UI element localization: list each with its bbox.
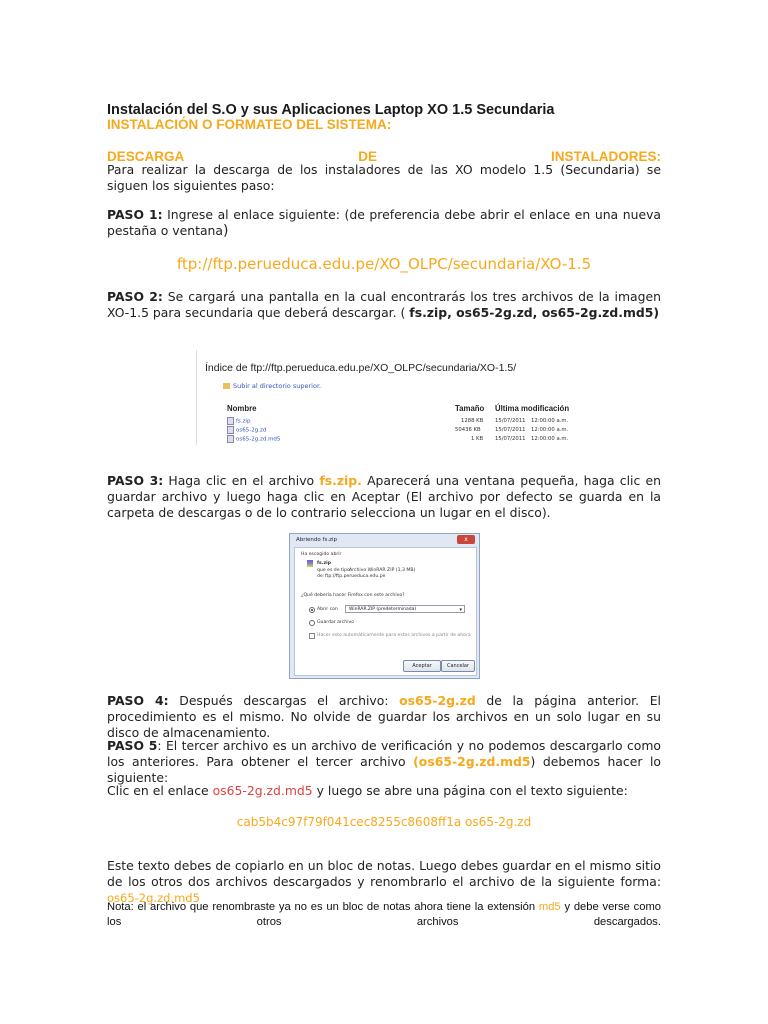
paso-2-text: Se cargará una pantalla en la cual encontrarás los tres archivos de la imagen XO-1.5 para secundaria que deberá descargar. ( xyxy=(107,289,661,320)
ftp-file-size: 1288 KB xyxy=(461,418,484,424)
file-icon xyxy=(227,426,234,434)
ftp-header-size: Tamaño xyxy=(455,404,485,413)
ftp-file-link[interactable] xyxy=(227,435,280,443)
ftp-file-size: 1 KB xyxy=(471,436,484,442)
file-icon xyxy=(227,435,234,443)
paso-4-paragraph xyxy=(107,693,661,741)
open-with-select[interactable]: WinRAR.ZIP (predeterminada) ▾ xyxy=(345,605,465,613)
paso-3-post: Aparecerá una ventana pequeña, haga clic en guardar archivo y luego haga clic en Aceptar (El archivo por defecto se guarda en la carpeta de descargas o de lo contrario selecciona un lugar en el disco). xyxy=(107,473,661,520)
paso-3-label: PASO 3: xyxy=(107,473,164,488)
ftp-link[interactable]: ftp://ftp.perueduca.edu.pe/XO_OLPC/secundaria/XO-1.5 xyxy=(176,255,592,273)
paso-3-file: fs.zip. xyxy=(319,473,362,488)
paso-5-post: ) debemos hacer lo siguiente: xyxy=(107,754,661,785)
ftp-listing-screenshot xyxy=(196,350,575,445)
dialog-body xyxy=(294,547,477,676)
zip-file-icon xyxy=(307,560,313,567)
ftp-up-link[interactable] xyxy=(223,382,321,390)
section-heading: INSTALACIÓN O FORMATEO DEL SISTEMA: xyxy=(107,117,392,132)
paso-4-pre: Después descargas el archivo: xyxy=(168,693,400,708)
ftp-file-name: os65-2g.zd xyxy=(236,427,267,434)
intro-paragraph: Para realizar la descarga de los instaladores de las XO modelo 1.5 (Secundaria) se siguen los siguientes paso: xyxy=(107,162,661,193)
ftp-file-name: fs.zip xyxy=(236,418,251,425)
note-post: y debe verse como los otros archivos descargados. xyxy=(107,901,661,928)
dialog-chosen-label: Ha escogido abrir xyxy=(301,552,342,557)
dialog-from-value: ftp://ftp.perueduca.edu.pe xyxy=(325,574,386,579)
download-heading-word-1: DESCARGA xyxy=(107,149,185,164)
ftp-up-link-label: Subir al directorio superior. xyxy=(233,382,322,390)
ftp-file-time: 12:00:00 a.m. xyxy=(531,418,569,424)
open-with-label: Abrir con xyxy=(317,607,338,612)
ftp-header-name: Nombre xyxy=(227,404,257,413)
close-icon[interactable]: x xyxy=(457,535,475,544)
note-paragraph xyxy=(107,900,661,930)
paso-5-paragraph xyxy=(107,738,661,786)
cancel-button[interactable]: Cancelar xyxy=(441,660,475,672)
zip-file-icon xyxy=(227,417,234,425)
paso-2-paragraph xyxy=(107,289,661,321)
ftp-file-time: 12:00:00 a.m. xyxy=(531,436,569,442)
md5-link[interactable]: os65-2g.zd.md5 xyxy=(212,783,313,798)
paso-5-file: (os65-2g.zd.md5 xyxy=(413,754,531,769)
ftp-file-date: 15/07/2011 xyxy=(495,427,526,433)
paso-4-label: PASO 4: xyxy=(107,693,169,708)
ftp-file-link[interactable] xyxy=(227,417,250,425)
open-with-radio[interactable] xyxy=(309,607,315,613)
download-heading-word-2: DE xyxy=(358,149,378,164)
document-title: Instalación del S.O y sus Aplicaciones Laptop XO 1.5 Secundaria xyxy=(107,102,555,118)
paso-1-label: PASO 1: xyxy=(107,207,163,222)
dialog-type-value: Archivo WinRAR ZIP (1,3 MB) xyxy=(349,568,416,573)
download-dialog-screenshot xyxy=(289,533,480,679)
copy-paragraph-file: os65-2g.zd.md5 xyxy=(107,891,200,905)
click-instruction xyxy=(107,783,661,799)
paso-5-label: PASO 5 xyxy=(107,738,158,753)
ftp-file-size: 50436 KB xyxy=(455,427,481,433)
ftp-file-date: 15/07/2011 xyxy=(495,436,526,442)
auto-label: Hacer esto automáticamente para estos archivos a partir de ahora xyxy=(317,633,471,638)
dialog-type-label: que es de tipo: xyxy=(317,568,352,573)
copy-paragraph-text: Este texto debes de copiarlo en un bloc de notas. Luego debes guardar en el mismo sitio de los otros dos archivos descargados y renombrarlo el archivo de la siguiente forma: xyxy=(107,858,661,889)
dialog-from-label: de: xyxy=(317,574,325,579)
paso-5-pre: : El tercer archivo es un archivo de verificación y no podemos descargarlo como los anteriores. Para obtener el tercer archivo xyxy=(107,738,661,769)
download-heading-word-3: INSTALADORES: xyxy=(551,149,661,164)
folder-up-icon xyxy=(223,383,230,389)
paso-1-paragraph xyxy=(107,207,661,239)
paso-2-files: fs.zip, os65-2g.zd, os65-2g.zd.md5) xyxy=(409,305,660,320)
ftp-file-link[interactable] xyxy=(227,426,266,434)
ftp-file-time: 12:00:00 a.m. xyxy=(531,427,569,433)
note-pre: Nota: el archivo que renombraste ya no es un bloc de notas ahora tiene la extensión xyxy=(107,901,539,913)
save-file-label: Guardar archivo xyxy=(317,620,355,625)
accept-button[interactable]: Aceptar xyxy=(403,660,441,672)
note-extension: md5 xyxy=(538,901,561,913)
click-instruction-post: y luego se abre una página con el texto siguiente: xyxy=(312,783,628,798)
paso-4-file: os65-2g.zd xyxy=(399,693,476,708)
dialog-question: ¿Qué debería hacer Firefox con este archivo? xyxy=(301,593,405,598)
save-file-radio[interactable] xyxy=(309,620,315,626)
ftp-file-date: 15/07/2011 xyxy=(495,418,526,424)
paso-1-paren: ) xyxy=(223,223,229,239)
ftp-file-name: os65-2g.zd.md5 xyxy=(236,436,281,443)
auto-checkbox[interactable] xyxy=(309,633,315,639)
ftp-listing-title: Índice de ftp://ftp.perueduca.edu.pe/XO_OLPC/secundaria/XO-1.5/ xyxy=(205,362,517,374)
dialog-title: Abriendo fs.zip xyxy=(296,537,337,543)
ftp-header-modified: Última modificación xyxy=(495,404,570,413)
paso-4-post: de la página anterior. El procedimiento es el mismo. No olvide de guardar los archivos en un solo lugar en su disco de almacenamiento. xyxy=(107,693,661,740)
paso-2-label: PASO 2: xyxy=(107,289,163,304)
dialog-filename: fs.zip xyxy=(317,561,332,566)
paso-3-paragraph xyxy=(107,473,661,521)
md5-hash-line: cab5b4c97f79f041cec8255c8608ff1a os65-2g.zd xyxy=(236,815,532,829)
copy-paragraph xyxy=(107,858,661,906)
paso-1-text: Ingrese al enlace siguiente: (de preferencia debe abrir el enlace en una nueva pestaña o ventana xyxy=(107,207,661,238)
click-instruction-pre: Clic en el enlace xyxy=(107,783,213,798)
paso-3-pre: Haga clic en el archivo xyxy=(163,473,320,488)
